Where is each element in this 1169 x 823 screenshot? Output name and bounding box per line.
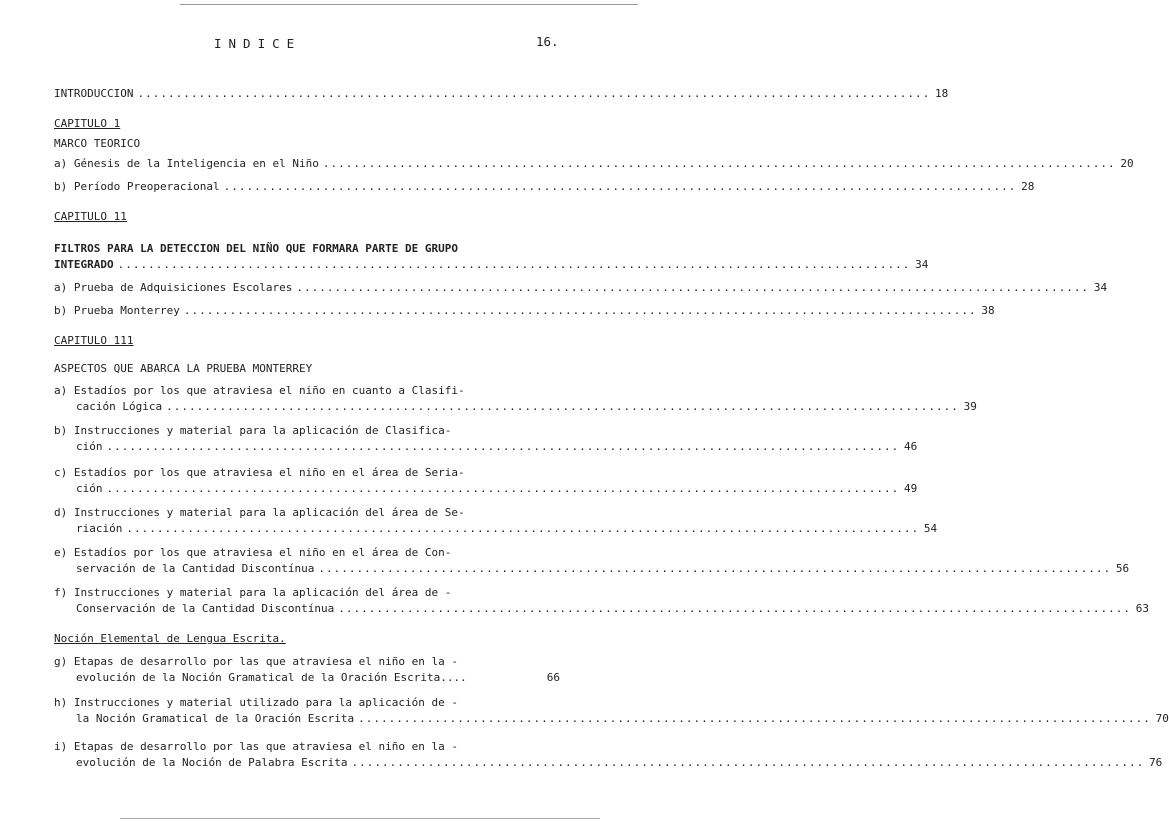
page-title: INDICE — [214, 36, 302, 51]
dot-leader: ........................................................................................................ — [166, 400, 959, 413]
toc-entry-integrado — [54, 258, 929, 271]
toc-entry-e3-line1: e) Estadíos por los que atraviesa el niño en el área de Con- — [54, 546, 452, 559]
dot-leader: ........................................................................................................ — [183, 304, 977, 317]
toc-entry-b3-line1: b) Instrucciones y material para la aplicación de Clasifica- — [54, 424, 452, 437]
dot-leader: ........................................................................................................ — [106, 440, 900, 453]
entry-label: INTEGRADO — [54, 258, 114, 271]
entry-page: 76 — [1149, 756, 1163, 769]
toc-entry-b1 — [54, 180, 1035, 193]
page-number: 16. — [536, 34, 559, 49]
bottom-rule — [120, 818, 600, 819]
entry-page: 18 — [934, 87, 949, 100]
toc-entry-f3 — [76, 602, 1150, 615]
dot-leader: ........................................................................................................ — [318, 562, 1112, 575]
toc-entry-h-line1: h) Instrucciones y material utilizado para la aplicación de - — [54, 696, 458, 709]
top-rule — [180, 4, 638, 5]
chapter-2-label: CAPITULO 11 — [54, 210, 127, 223]
dot-leader: ........................................................................................................ — [223, 180, 1017, 193]
entry-label: a) Génesis de la Inteligencia en el Niño — [54, 157, 319, 170]
dot-leader: ........................................................................................................ — [117, 258, 911, 271]
toc-entry-a3 — [76, 400, 977, 413]
entry-page: 49 — [904, 482, 918, 495]
entry-label: evolución de la Noción de Palabra Escrita — [76, 756, 348, 769]
dot-leader: ........................................................................................................ — [137, 87, 931, 100]
entry-label: b) Prueba Monterrey — [54, 304, 180, 317]
dot-leader: ........................................................................................................ — [126, 522, 920, 535]
entry-page: 34 — [1093, 281, 1108, 294]
dot-leader: ........................................................................................................ — [351, 756, 1145, 769]
dot-leader: ........................................................................................................ — [322, 157, 1116, 170]
entry-label: cación Lógica — [76, 400, 163, 413]
toc-entry-d3 — [76, 522, 938, 535]
chapter-1-label: CAPITULO 1 — [54, 117, 121, 130]
toc-entry-e3 — [76, 562, 1130, 575]
toc-entry-i — [76, 756, 1163, 769]
dot-leader: ........................................................................................................ — [358, 712, 1151, 725]
entry-page: 20 — [1120, 157, 1134, 170]
chapter-3-heading: ASPECTOS QUE ABARCA LA PRUEBA MONTERREY — [54, 362, 313, 375]
entry-page: 54 — [923, 522, 938, 535]
entry-page: 56 — [1115, 562, 1130, 575]
toc-entry-g-line1: g) Etapas de desarrollo por las que atraviesa el niño en la - — [54, 655, 458, 668]
toc-entry-introduccion — [54, 87, 949, 100]
entry-label: riación — [76, 522, 123, 535]
chapter-2-heading: FILTROS PARA LA DETECCION DEL NIÑO QUE FORMARA PARTE DE GRUPO — [54, 242, 458, 255]
entry-page: 38 — [981, 304, 995, 317]
entry-page: 39 — [963, 400, 977, 413]
entry-page: 66 — [546, 671, 560, 684]
toc-entry-i-line1: i) Etapas de desarrollo por las que atraviesa el niño en la - — [54, 740, 458, 753]
toc-entry-c3-line1: c) Estadíos por los que atraviesa el niño en el área de Seria- — [54, 466, 465, 479]
entry-label: b) Período Preoperacional — [54, 180, 220, 193]
toc-entry-f3-line1: f) Instrucciones y material para la aplicación del área de - — [54, 586, 452, 599]
chapter-3-label: CAPITULO 111 — [54, 334, 134, 347]
entry-label: la Noción Gramatical de la Oración Escrita — [76, 712, 355, 725]
entry-page: 28 — [1021, 180, 1035, 193]
toc-entry-c3 — [76, 482, 918, 495]
entry-label: a) Prueba de Adquisiciones Escolares — [54, 281, 293, 294]
section-nocion-label: Noción Elemental de Lengua Escrita. — [54, 632, 286, 645]
toc-entry-g — [76, 671, 560, 684]
entry-page: 46 — [904, 440, 918, 453]
dot-leader: ........................................................................................................ — [296, 281, 1090, 294]
entry-label: ción — [76, 440, 103, 453]
dot-leader: ........................................................................................................ — [338, 602, 1132, 615]
toc-entry-a3-line1: a) Estadíos por los que atraviesa el niño en cuanto a Clasifi- — [54, 384, 465, 397]
toc-entry-a2 — [54, 281, 1108, 294]
entry-page: 70 — [1155, 712, 1169, 725]
entry-label: servación de la Cantidad Discontínua — [76, 562, 315, 575]
toc-entry-h — [76, 712, 1169, 725]
toc-entry-d3-line1: d) Instrucciones y material para la aplicación del área de Se- — [54, 506, 465, 519]
toc-entry-b3 — [76, 440, 918, 453]
entry-page: 63 — [1135, 602, 1150, 615]
chapter-1-heading: MARCO TEORICO — [54, 137, 141, 150]
entry-label: INTRODUCCION — [54, 87, 134, 100]
toc-entry-b2 — [54, 304, 995, 317]
entry-label: evolución de la Noción Gramatical de la Oración Escrita.... — [76, 671, 467, 684]
entry-label: ción — [76, 482, 103, 495]
entry-page: 34 — [915, 258, 929, 271]
dot-leader: ........................................................................................................ — [106, 482, 900, 495]
entry-label: Conservación de la Cantidad Discontínua — [76, 602, 335, 615]
toc-entry-a1 — [54, 157, 1134, 170]
